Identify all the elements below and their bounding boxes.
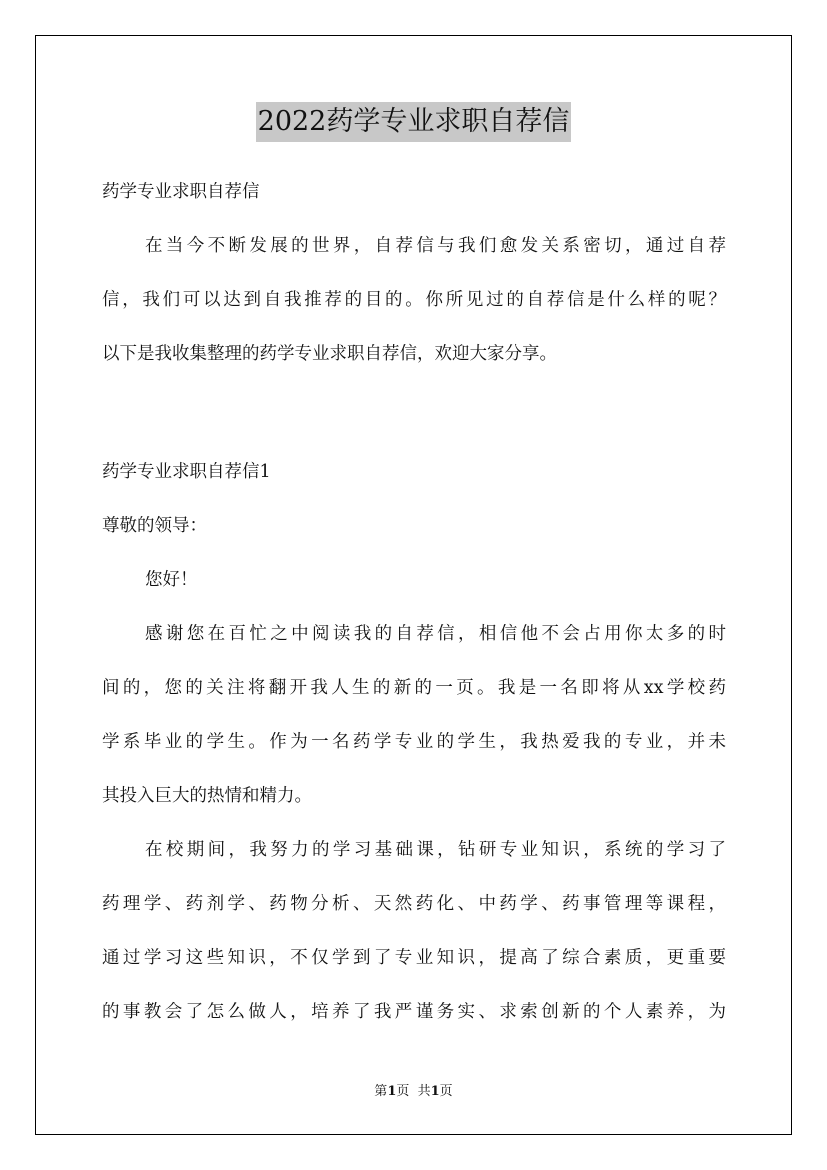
subtitle-line: 药学专业求职自荐信 — [102, 182, 260, 202]
page-footer — [0, 1082, 827, 1102]
paragraph-line: 药理学、药剂学、药物分析、天然药化、中药学、药事管理等课程， — [102, 894, 726, 914]
paragraph-line: 通过学习这些知识，不仅学到了专业知识，提高了综合素质，更重要 — [102, 948, 726, 968]
paragraph-line: 以下是我收集整理的药学专业求职自荐信，欢迎大家分享。 — [102, 344, 557, 364]
salutation: 尊敬的领导： — [102, 516, 207, 536]
paragraph-line: 在当今不断发展的世界，自荐信与我们愈发关系密切，通过自荐 — [145, 236, 726, 256]
spacer — [102, 388, 726, 452]
page-total: 1 — [430, 1084, 440, 1099]
page-current: 1 — [387, 1084, 397, 1099]
page-mid: 页 共 — [396, 1084, 431, 1099]
paragraph-line: 的事教会了怎么做人，培养了我严谨务实、求索创新的个人素养，为 — [102, 1002, 726, 1022]
page-prefix: 第 — [374, 1084, 388, 1099]
document-body — [102, 172, 726, 1046]
greeting: 您好！ — [145, 570, 198, 590]
paragraph-line: 在校期间，我努力的学习基础课，钻研专业知识，系统的学习了 — [145, 840, 726, 860]
paragraph-line: 其投入巨大的热情和精力。 — [102, 786, 312, 806]
paragraph-line: 间的，您的关注将翻开我人生的新的一页。我是一名即将从xx学校药 — [102, 678, 726, 698]
title-container — [0, 102, 827, 142]
paragraph-line: 学系毕业的学生。作为一名药学专业的学生，我热爱我的专业，并未 — [102, 732, 726, 752]
page-suffix: 页 — [439, 1084, 453, 1099]
section-heading: 药学专业求职自荐信1 — [102, 462, 271, 482]
paragraph-line: 感谢您在百忙之中阅读我的自荐信，相信他不会占用你太多的时 — [145, 624, 726, 644]
paragraph-line: 信，我们可以达到自我推荐的目的。你所见过的自荐信是什么样的呢？ — [102, 290, 726, 310]
document-title: 2022药学专业求职自荐信 — [256, 102, 572, 142]
